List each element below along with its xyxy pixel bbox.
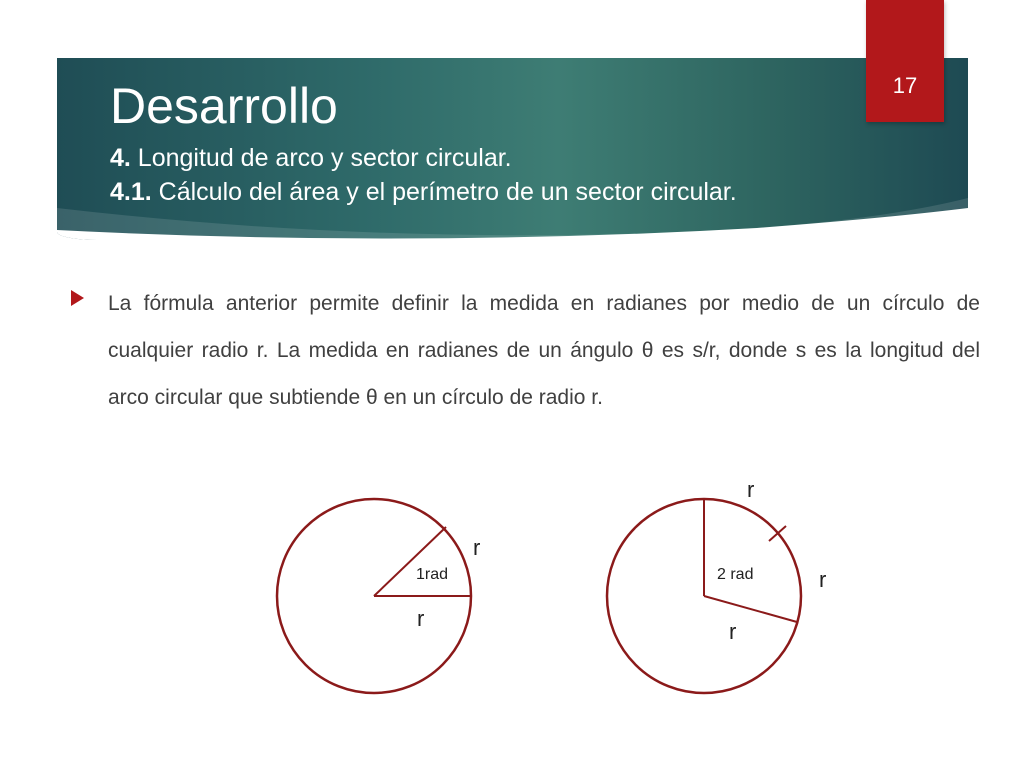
page-number: 17 [892, 73, 918, 98]
label-2rad: 2 rad [717, 566, 754, 583]
radius-lower-right [704, 596, 797, 622]
slide-title: Desarrollo [110, 78, 338, 134]
label-arc-r-left: r [473, 535, 481, 560]
subtitle-1-number: 4. [110, 144, 131, 172]
body-paragraph: La fórmula anterior permite definir la medida en radianes por medio de un círculo de cualquier radio r. La medida en radianes de un ángulo θ es s/r, donde s es la longitud del arco circular que subtiende θ en un círculo de radio r. [108, 292, 980, 409]
subtitle-2-number: 4.1. [110, 178, 152, 206]
label-arc-r-top-right: r [747, 477, 755, 502]
label-1rad: 1rad [416, 566, 449, 583]
label-arc-r-side-right: r [819, 567, 827, 592]
label-radius-r-right: r [729, 619, 737, 644]
label-radius-r-left: r [417, 606, 425, 631]
diagram-two-radians [607, 499, 801, 693]
subtitle-1-text: Longitud de arco y sector circular. [130, 144, 512, 172]
diagram-one-radian [277, 499, 471, 693]
subtitle-2-text: Cálculo del área y el perímetro de un sector circular. [151, 178, 737, 206]
radius-angled-left [374, 527, 449, 596]
